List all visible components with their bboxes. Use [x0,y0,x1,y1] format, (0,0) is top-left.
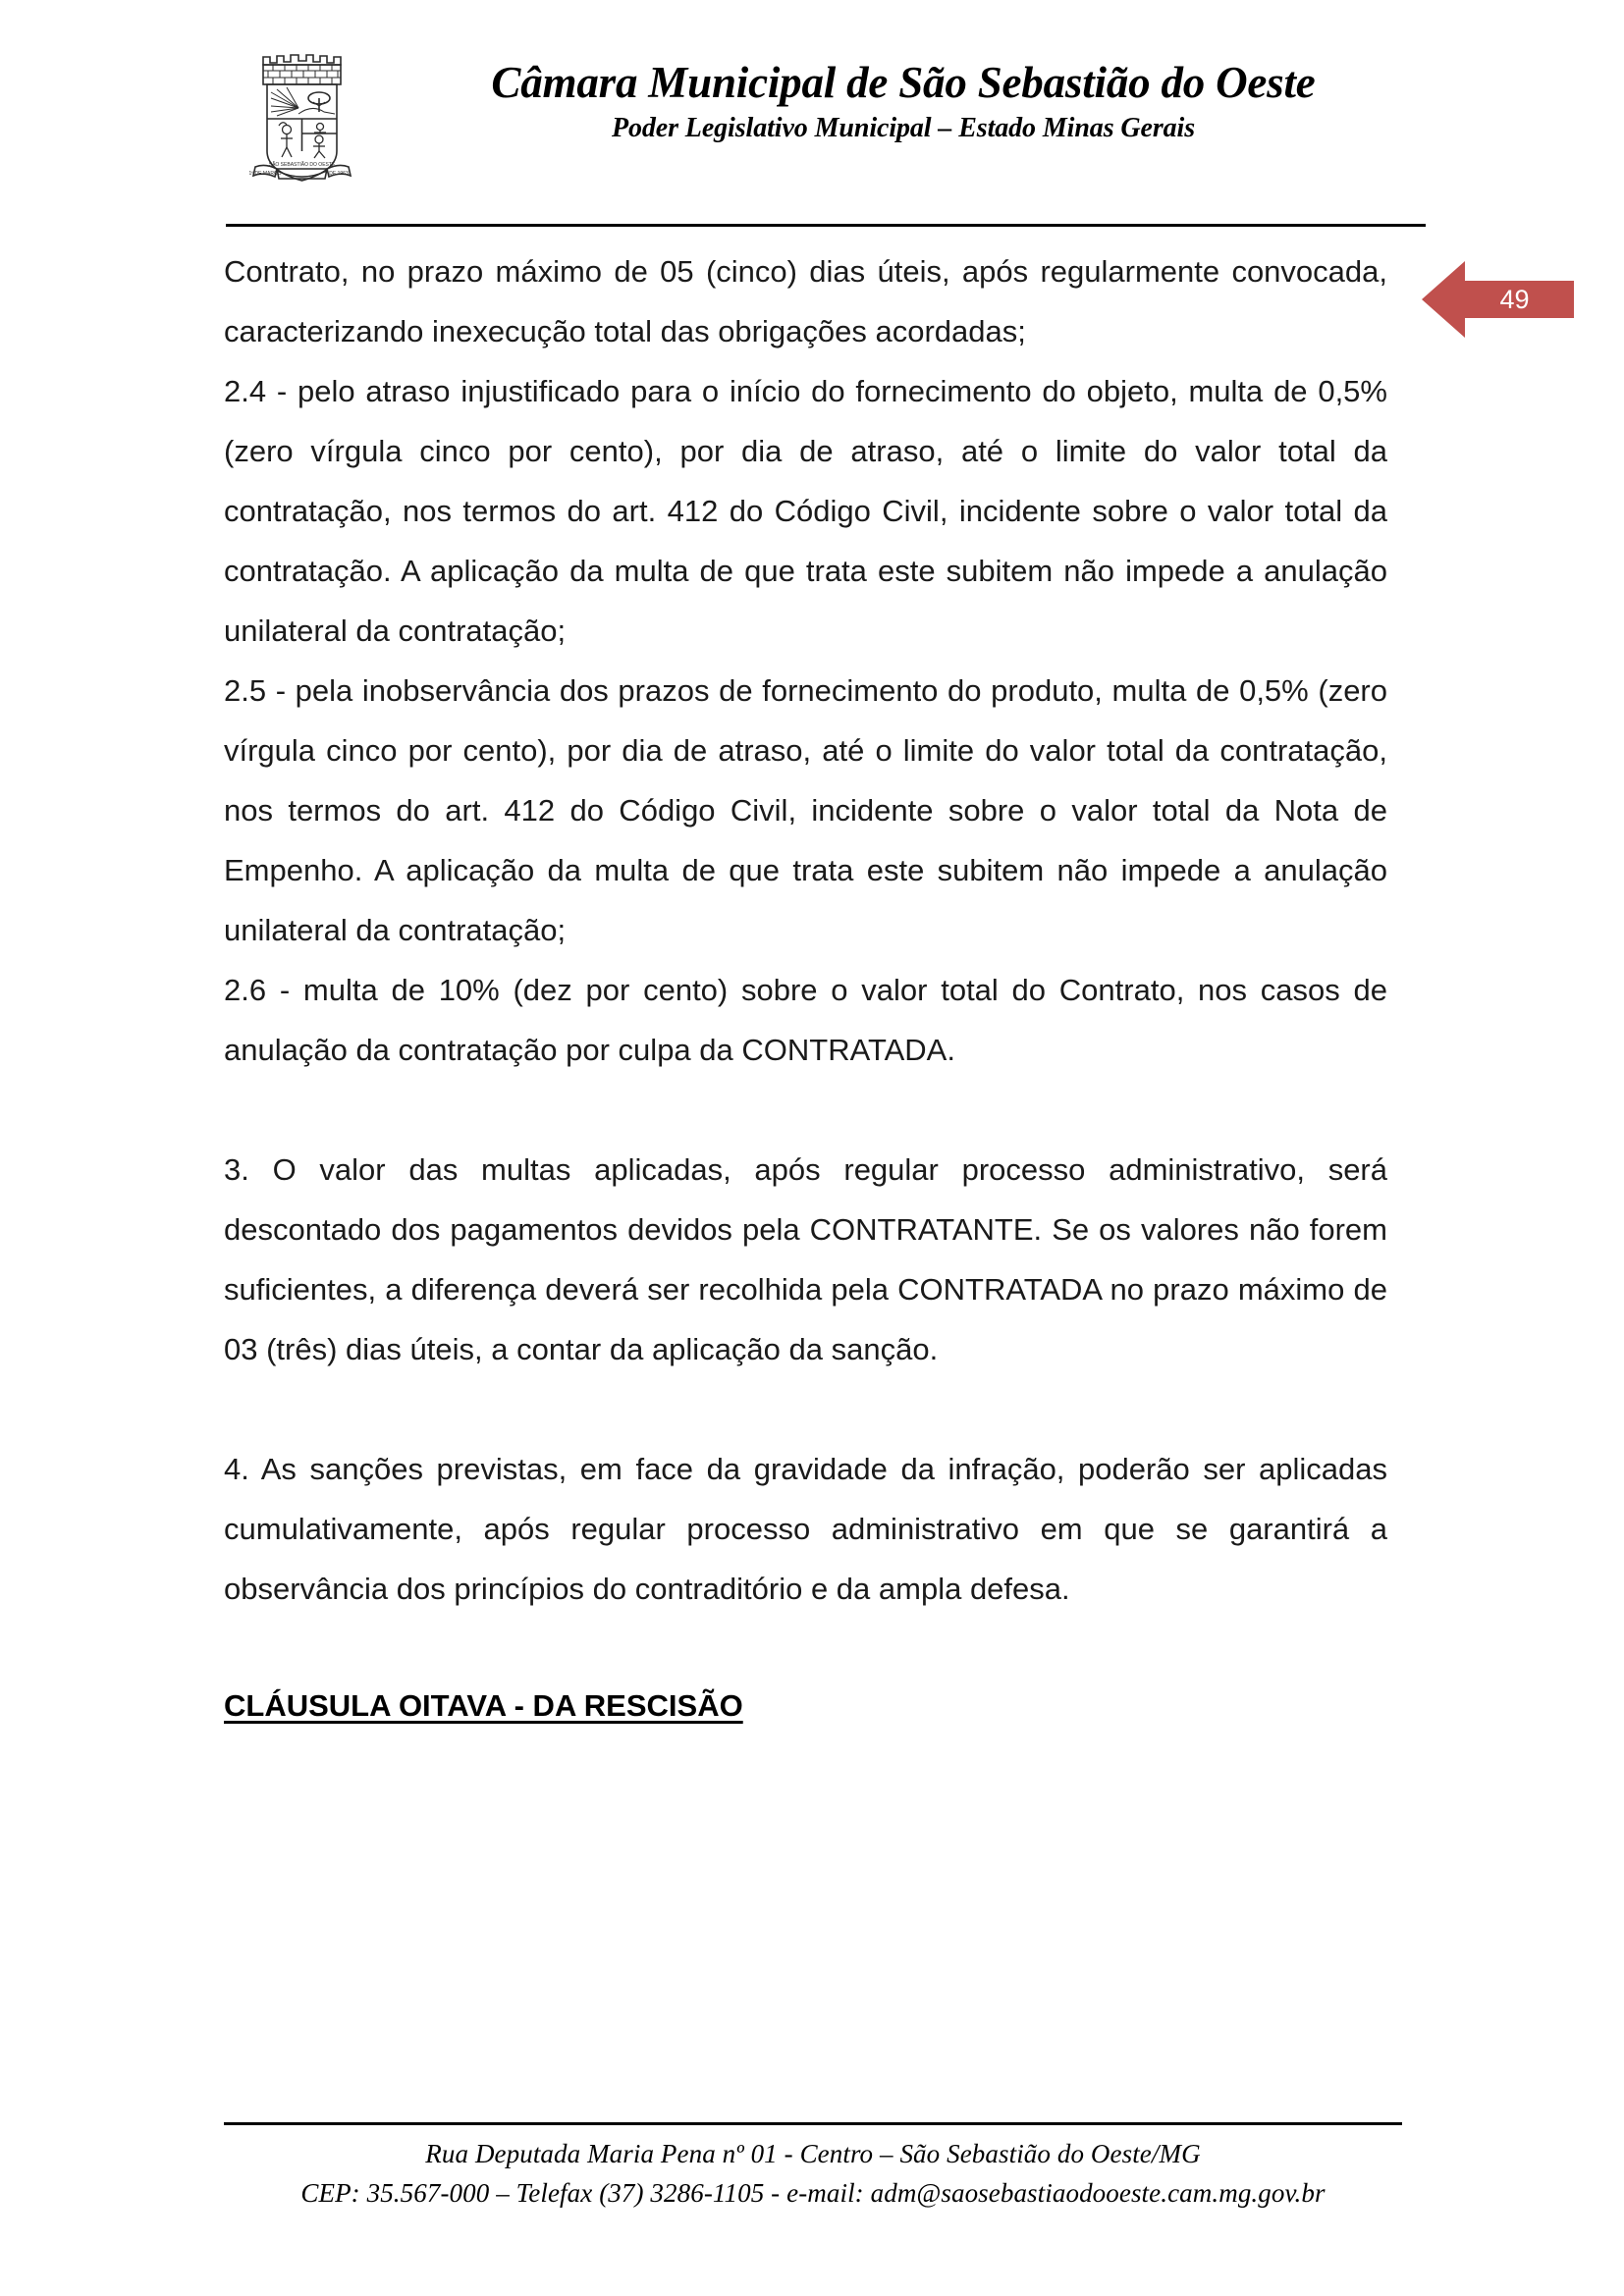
left-arrow-icon [1422,257,1574,342]
page-subtitle: Poder Legislativo Municipal – Estado Minas Gerais [611,113,1196,143]
header-titles [393,55,1414,147]
paragraph-item-4: 4. As sanções previstas, em face da gravidade da infração, poderão ser aplicadas cumulativamente, após regular processo administrativo em que se garantirá a observância dos princípios do contraditório e da ampla defesa. [224,1452,1387,1606]
paragraph-spacer [224,1379,1387,1439]
document-header [226,27,1434,204]
header-divider [226,224,1426,227]
paragraph-spacer [224,1619,1387,1676]
svg-text:1º DE MARÇO: 1º DE MARÇO [248,171,282,177]
document-body [224,241,1387,1735]
clause-heading: CLÁUSULA OITAVA - DA RESCISÃO [224,1688,743,1723]
footer-divider [224,2122,1402,2125]
document-footer [224,2134,1402,2213]
paragraph-item-3: 3. O valor das multas aplicadas, após regular processo administrativo, será descontado dos pagamentos devidos pela CONTRATANTE. Se os valores não forem suficientes, a diferença deverá ser recolhida pela CONTRATADA no prazo máximo de 03 (três) dias úteis, a contar da aplicação da sanção. [224,1152,1387,1366]
paragraph-spacer [224,1080,1387,1140]
svg-text:DE 1963: DE 1963 [329,171,349,177]
paragraph-continuation: Contrato, no prazo máximo de 05 (cinco) dias úteis, após regularmente convocada, caracterizando inexecução total das obrigações acordadas; [224,254,1387,348]
page-marker-arrow [1422,257,1574,342]
paragraph-item-2-6: 2.6 - multa de 10% (dez por cento) sobre o valor total do Contrato, nos casos de anulação da contratação por culpa da CONTRATADA. [224,973,1387,1067]
svg-text:SÃO SEBASTIÃO DO OESTE: SÃO SEBASTIÃO DO OESTE [268,162,336,168]
page-marker-number: 49 [1499,284,1530,314]
paragraph-item-2-5: 2.5 - pela inobservância dos prazos de fornecimento do produto, multa de 0,5% (zero vírgula cinco por cento), por dia de atraso, até o limite do valor total da contratação, nos termos do art. 412 do Código Civil, incidente sobre o valor total da Nota de Empenho. A aplicação da multa de que trata este subitem não impede a anulação unilateral da contratação; [224,673,1387,947]
coat-of-arms-icon [244,35,359,185]
page-title: Câmara Municipal de São Sebastião do Oeste [491,58,1316,107]
footer-contact-line: CEP: 35.567-000 – Telefax (37) 3286-1105 - e-mail: adm@saosebastiaodooeste.cam.mg.gov.br [300,2178,1326,2208]
paragraph-item-2-4: 2.4 - pelo atraso injustificado para o início do fornecimento do objeto, multa de 0,5% (zero vírgula cinco por cento), por dia de atraso, até o limite do valor total da contratação, nos termos do art. 412 do Código Civil, incidente sobre o valor total da contratação. A aplicação da multa de que trata este subitem não impede a anulação unilateral da contratação; [224,374,1387,648]
footer-address-line: Rua Deputada Maria Pena nº 01 - Centro – São Sebastião do Oeste/MG [425,2139,1201,2168]
